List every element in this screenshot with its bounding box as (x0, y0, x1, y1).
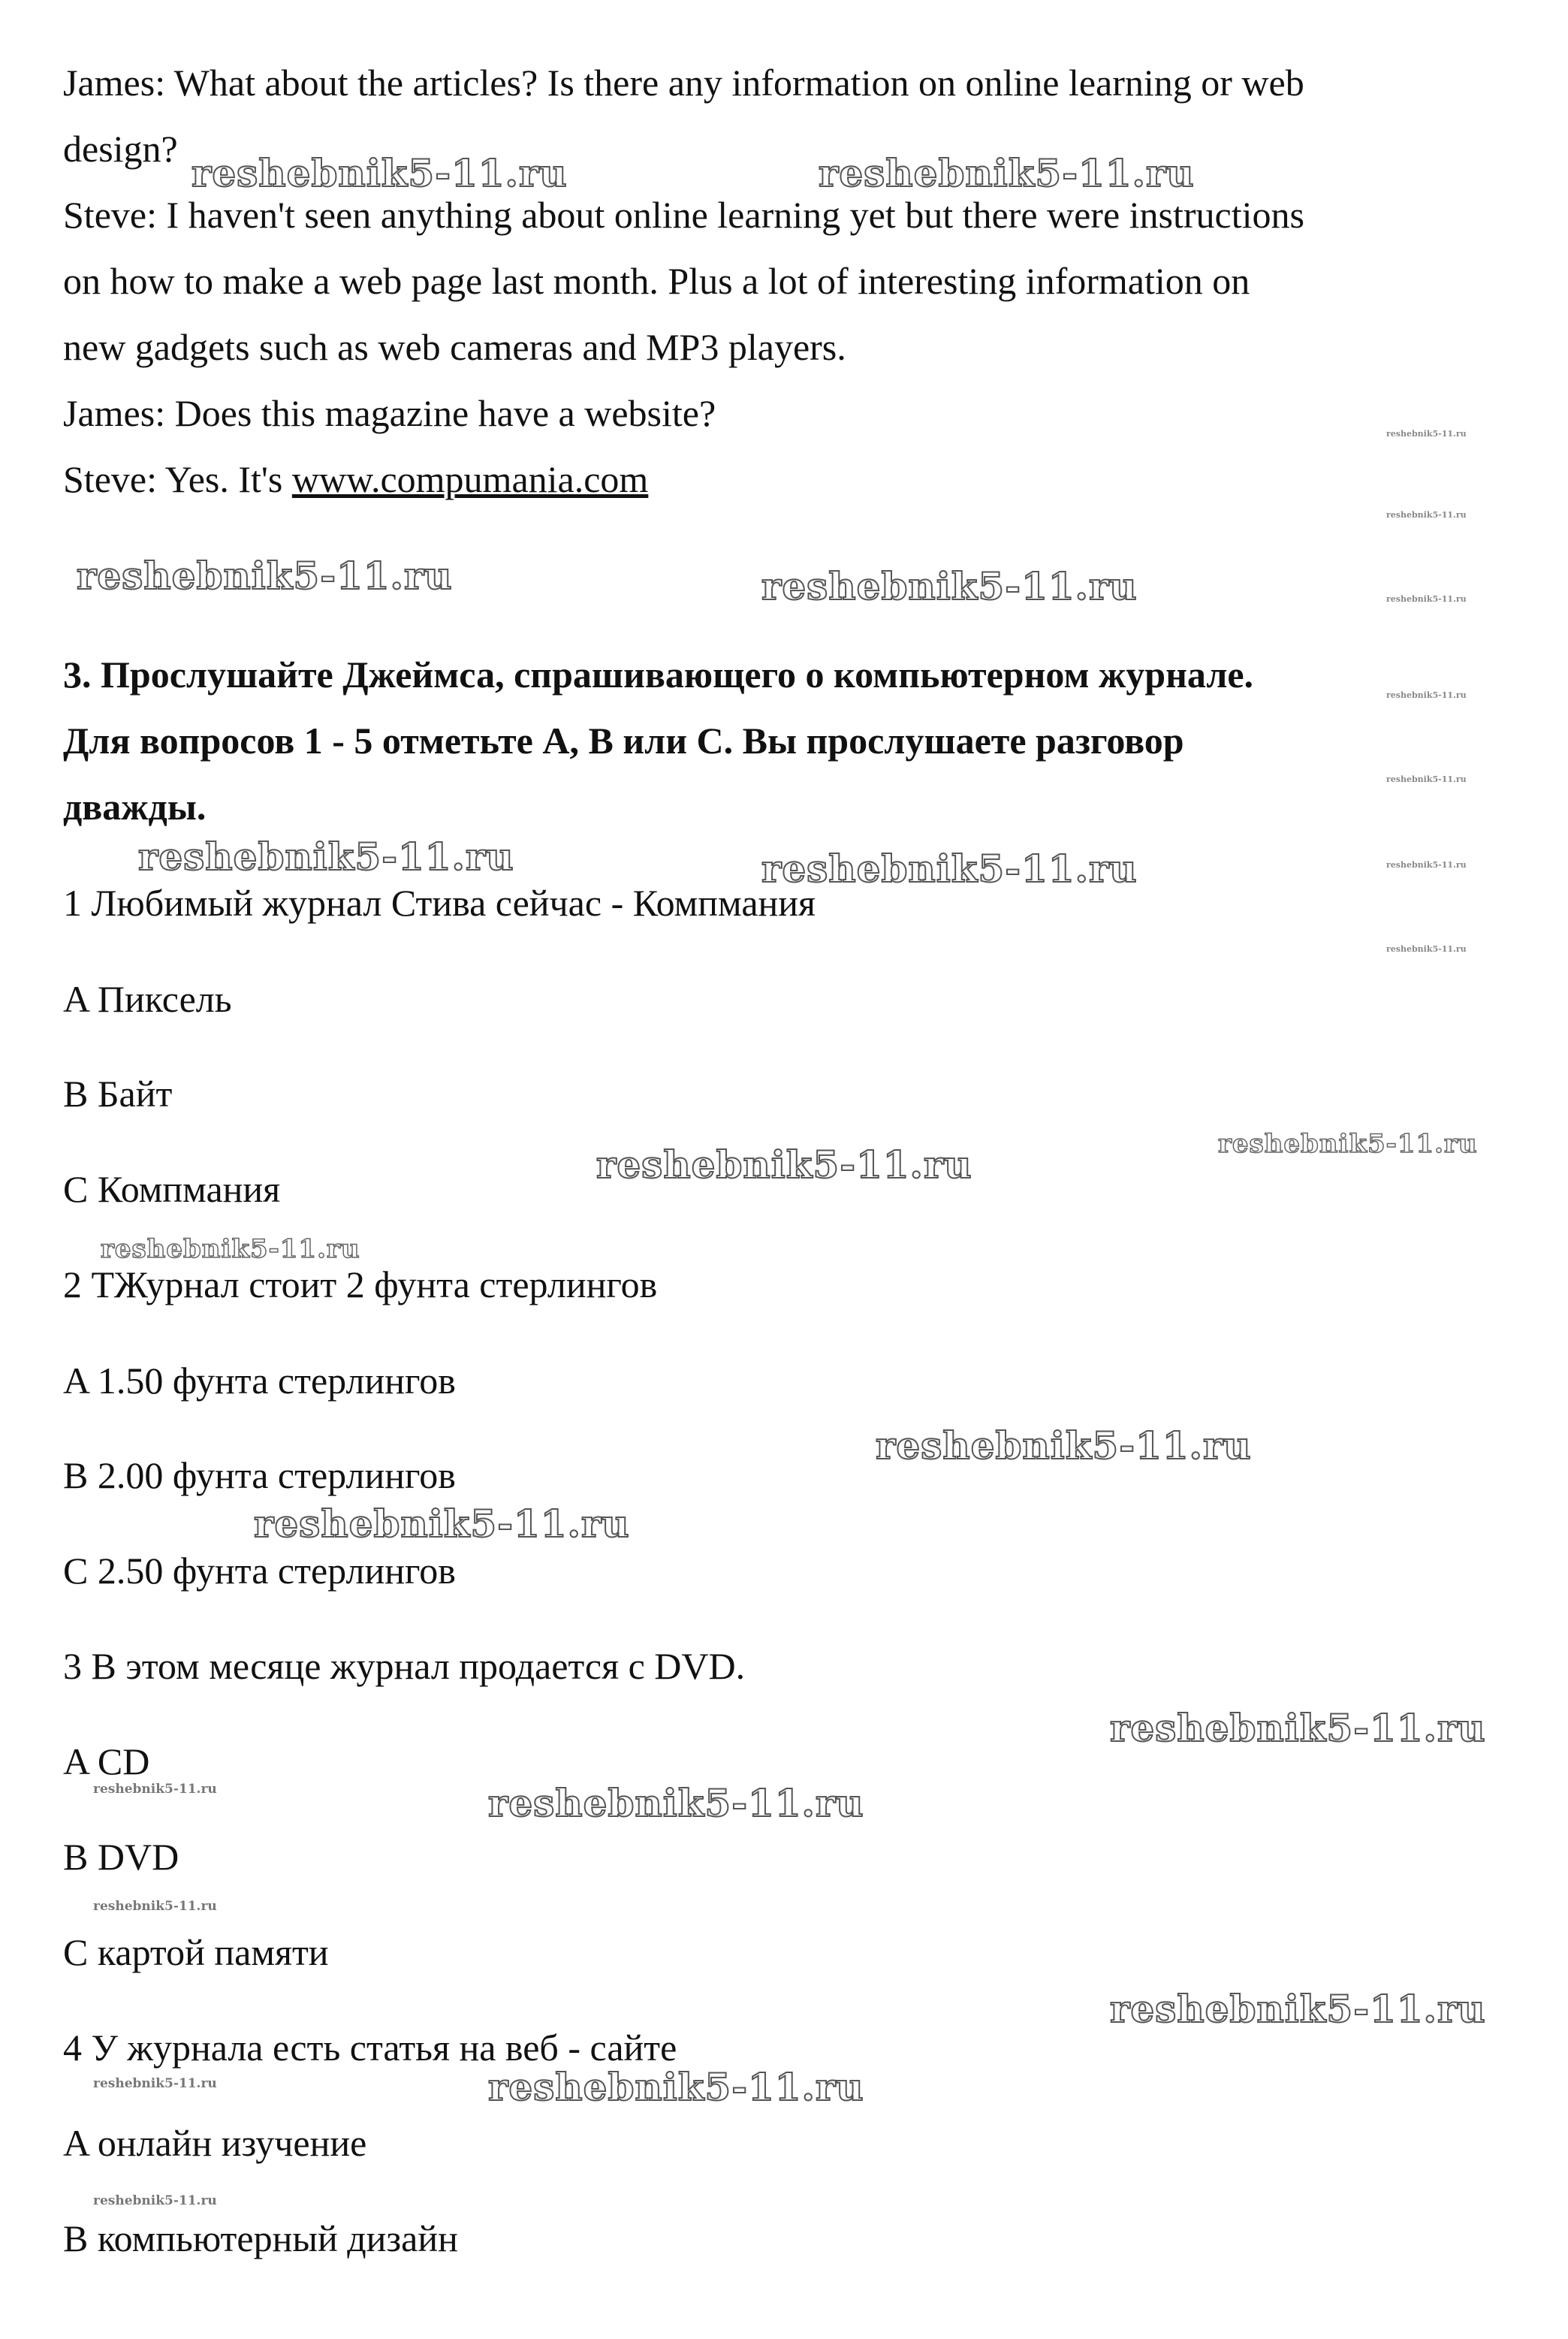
watermark: reshebnik5-11.ru (1386, 594, 1467, 604)
compumania-link[interactable]: www.compumania.com (291, 458, 649, 500)
question-4-option-a: A онлайн изучение (63, 2122, 367, 2164)
watermark: reshebnik5-11.ru (77, 554, 453, 598)
question-1-option-b: B Байт (63, 1073, 173, 1115)
question-4-option-b: B компьютерный дизайн (63, 2217, 458, 2259)
task-heading-line-2: Для вопросов 1 - 5 отметьте A, B или C. Вы прослушаете разговор (63, 720, 1184, 762)
watermark: reshebnik5-11.ru (93, 1899, 217, 1914)
dialogue-steve-2-text: Steve: Yes. It's (63, 458, 292, 500)
question-1: 1 Любимый журнал Стива сейчас - Компмания (63, 882, 816, 924)
watermark: reshebnik5-11.ru (488, 1781, 864, 1825)
watermark: reshebnik5-11.ru (488, 2065, 864, 2109)
watermark: reshebnik5-11.ru (1386, 510, 1467, 520)
watermark: reshebnik5-11.ru (1110, 1706, 1486, 1750)
watermark: reshebnik5-11.ru (138, 834, 514, 879)
question-3: 3 В этом месяце журнал продается с DVD. (63, 1645, 746, 1687)
watermark: reshebnik5-11.ru (1386, 429, 1467, 439)
watermark: reshebnik5-11.ru (1386, 774, 1467, 784)
watermark: reshebnik5-11.ru (761, 564, 1138, 608)
dialogue-steve-1-line-3: new gadgets such as web cameras and MP3 players. (63, 326, 846, 368)
watermark: reshebnik5-11.ru (93, 1782, 217, 1797)
question-2-option-b: B 2.00 фунта стерлингов (63, 1454, 456, 1496)
watermark: reshebnik5-11.ru (761, 847, 1138, 891)
dialogue-james-1-line-2: design? (63, 128, 178, 170)
watermark: reshebnik5-11.ru (1386, 690, 1467, 700)
dialogue-steve-1-line-2: on how to make a web page last month. Plus a lot of interesting information on (63, 260, 1250, 302)
dialogue-james-1-line-1: James: What about the articles? Is there any information on online learning or web (63, 62, 1304, 104)
question-3-option-a: A CD (63, 1740, 150, 1782)
task-heading-line-3: дважды. (63, 786, 207, 828)
watermark: reshebnik5-11.ru (1386, 944, 1467, 954)
watermark: reshebnik5-11.ru (596, 1142, 972, 1187)
dialogue-steve-2 (63, 457, 648, 502)
question-3-option-c: C картой памяти (63, 1931, 329, 1973)
question-4: 4 У журнала есть статья на веб - сайте (63, 2027, 677, 2069)
watermark: reshebnik5-11.ru (93, 2193, 217, 2208)
question-1-option-a: A Пиксель (63, 978, 232, 1020)
watermark: reshebnik5-11.ru (1218, 1129, 1478, 1159)
watermark: reshebnik5-11.ru (101, 1234, 360, 1264)
watermark: reshebnik5-11.ru (819, 151, 1195, 195)
question-3-option-b: B DVD (63, 1836, 179, 1878)
dialogue-james-2: James: Does this magazine have a website? (63, 392, 716, 434)
watermark: reshebnik5-11.ru (93, 2076, 217, 2091)
watermark: reshebnik5-11.ru (191, 151, 568, 195)
question-2-option-c: C 2.50 фунта стерлингов (63, 1550, 456, 1592)
question-2: 2 ТЖурнал стоит 2 фунта стерлингов (63, 1263, 658, 1305)
question-1-option-c: C Компмания (63, 1168, 281, 1210)
watermark: reshebnik5-11.ru (876, 1423, 1252, 1468)
task-heading-line-1: 3. Прослушайте Джеймса, спрашивающего о компьютерном журнале. (63, 653, 1254, 696)
watermark: reshebnik5-11.ru (254, 1501, 630, 1546)
dialogue-steve-1-line-1: Steve: I haven't seen anything about online learning yet but there were instructions (63, 194, 1304, 236)
watermark: reshebnik5-11.ru (1110, 1987, 1486, 2031)
question-2-option-a: A 1.50 фунта стерлингов (63, 1360, 456, 1402)
watermark: reshebnik5-11.ru (1386, 860, 1467, 870)
